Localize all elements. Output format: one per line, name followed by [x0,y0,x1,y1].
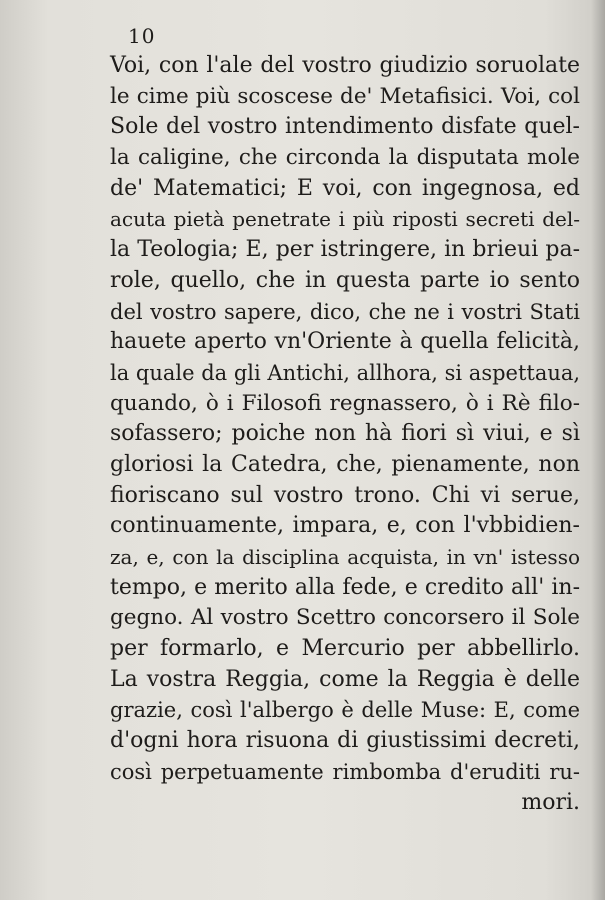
text-line: d'ogni hora risuona di giustissimi decreti, [110,728,580,754]
text-line: continuamente, impara, e, con l'vbbidien- [110,513,580,539]
text-line: Sole del vostro intendimento disfate quel- [110,114,580,140]
text-line: la caligine, che circonda la disputata mole [110,145,580,171]
page-edge-shadow [591,0,605,900]
text-line: sofassero; poiche non hà fiori sì viui, e sì [110,421,580,447]
text-line: za, e, con la disciplina acquista, in vn' istesso [110,545,580,569]
text-line: gloriosi la Catedra, che, pienamente, non [110,451,580,477]
text-line: del vostro sapere, dico, che ne i vostri Stati [110,299,580,324]
text-line: fioriscano sul vostro trono. Chi vi serue, [110,482,580,508]
text-line: acuta pietà penetrate i più riposti secreti del- [110,207,580,232]
text-line: la quale da gli Antichi, allhora, si aspettaua, [110,360,581,385]
text-line: tempo, e merito alla fede, e credito all' in- [110,574,580,600]
text-line: gegno. Al vostro Scettro concorsero il Sole [110,605,580,631]
text-line: quando, ò i Filosofi regnassero, ò i Rè filo- [110,390,580,416]
body-text [110,51,580,818]
text-line: de' Matematici; E voi, con ingegnosa, ed [110,175,580,201]
text-line: grazie, così l'albergo è delle Muse: E, come [110,698,580,723]
text-line: le cime più scoscese de' Metafisici. Voi, col [110,83,580,109]
text-line: la Teologia; E, per istringere, in brieui pa- [110,237,580,263]
text-line: Voi, con l'ale del vostro giudizio soruolate [110,53,580,78]
catchword: mori. [521,789,580,815]
text-line: role, quello, che in questa parte io sento [110,267,580,293]
text-line: così perpetuamente rimbomba d'eruditi ru- [110,759,580,784]
text-line: per formarlo, e Mercurio per abbellirlo. [110,636,580,662]
text-line: hauete aperto vn'Oriente à quella felicità, [110,329,580,355]
page-number: 10 [128,24,156,48]
text-line: La vostra Reggia, come la Reggia è delle [110,666,580,692]
